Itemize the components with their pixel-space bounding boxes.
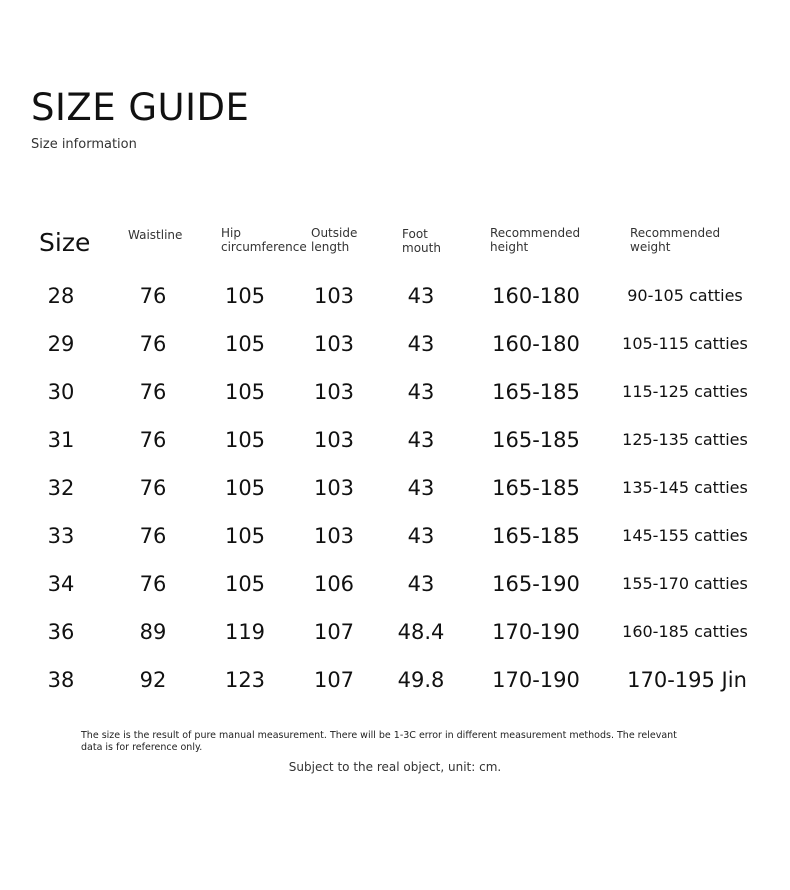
cell-weight: 170-195 Jin <box>627 668 747 692</box>
cell-outside-length: 103 <box>313 428 355 452</box>
page-subtitle: Size information <box>31 137 137 152</box>
measurement-note: The size is the result of pure manual measurement. There will be 1-3C error in different measurement methods. The relevant data is for reference only. <box>81 730 677 753</box>
cell-outside-length: 103 <box>313 524 355 548</box>
cell-waistline: 76 <box>139 380 167 404</box>
cell-waistline: 76 <box>139 524 167 548</box>
cell-size: 36 <box>47 620 75 644</box>
cell-weight: 115-125 catties <box>622 382 748 401</box>
table-row <box>0 332 790 372</box>
cell-height: 160-180 <box>492 284 580 308</box>
header-recommended-weight: Recommended weight <box>630 226 721 254</box>
cell-waistline: 76 <box>139 428 167 452</box>
cell-weight: 135-145 catties <box>622 478 748 497</box>
cell-height: 160-180 <box>492 332 580 356</box>
cell-height: 165-185 <box>492 380 580 404</box>
cell-height: 165-185 <box>492 428 580 452</box>
cell-hip: 105 <box>224 428 266 452</box>
cell-size: 30 <box>47 380 75 404</box>
cell-weight: 105-115 catties <box>622 334 748 353</box>
cell-foot-mouth: 43 <box>407 332 435 356</box>
cell-waistline: 76 <box>139 332 167 356</box>
cell-hip: 105 <box>224 332 266 356</box>
cell-weight: 90-105 catties <box>627 286 743 305</box>
header-size: Size <box>39 228 91 257</box>
cell-hip: 105 <box>224 284 266 308</box>
cell-foot-mouth: 43 <box>407 476 435 500</box>
cell-foot-mouth: 43 <box>407 284 435 308</box>
header-waistline: Waistline <box>128 228 183 242</box>
cell-hip: 123 <box>224 668 266 692</box>
table-row <box>0 620 790 660</box>
cell-size: 38 <box>47 668 75 692</box>
cell-height: 170-190 <box>492 620 580 644</box>
unit-note: Subject to the real object, unit: cm. <box>288 760 502 774</box>
table-row <box>0 668 790 708</box>
cell-hip: 105 <box>224 476 266 500</box>
header-hip-circumference: Hip circumference <box>221 226 307 254</box>
table-row <box>0 428 790 468</box>
cell-size: 29 <box>47 332 75 356</box>
page-title: SIZE GUIDE <box>31 86 250 129</box>
header-outside-length: Outside length <box>311 226 358 254</box>
cell-size: 31 <box>47 428 75 452</box>
cell-height: 165-185 <box>492 524 580 548</box>
cell-hip: 119 <box>224 620 266 644</box>
cell-outside-length: 107 <box>313 620 355 644</box>
cell-foot-mouth: 43 <box>407 524 435 548</box>
table-row <box>0 284 790 324</box>
table-row <box>0 476 790 516</box>
cell-foot-mouth: 48.4 <box>397 620 445 644</box>
cell-hip: 105 <box>224 524 266 548</box>
cell-outside-length: 103 <box>313 476 355 500</box>
header-foot-mouth: Foot mouth <box>402 227 441 255</box>
cell-hip: 105 <box>224 380 266 404</box>
cell-weight: 125-135 catties <box>622 430 748 449</box>
cell-outside-length: 103 <box>313 380 355 404</box>
cell-foot-mouth: 43 <box>407 572 435 596</box>
cell-outside-length: 103 <box>313 284 355 308</box>
cell-hip: 105 <box>224 572 266 596</box>
cell-waistline: 89 <box>139 620 167 644</box>
cell-waistline: 92 <box>139 668 167 692</box>
cell-outside-length: 106 <box>313 572 355 596</box>
cell-height: 170-190 <box>492 668 580 692</box>
cell-size: 33 <box>47 524 75 548</box>
cell-outside-length: 107 <box>313 668 355 692</box>
cell-weight: 145-155 catties <box>622 526 748 545</box>
cell-waistline: 76 <box>139 572 167 596</box>
cell-foot-mouth: 49.8 <box>397 668 445 692</box>
header-recommended-height: Recommended height <box>490 226 581 254</box>
cell-weight: 160-185 catties <box>622 622 748 641</box>
cell-foot-mouth: 43 <box>407 428 435 452</box>
cell-size: 34 <box>47 572 75 596</box>
table-row <box>0 572 790 612</box>
cell-foot-mouth: 43 <box>407 380 435 404</box>
cell-outside-length: 103 <box>313 332 355 356</box>
table-row <box>0 524 790 564</box>
cell-height: 165-190 <box>492 572 580 596</box>
cell-height: 165-185 <box>492 476 580 500</box>
cell-size: 28 <box>47 284 75 308</box>
table-row <box>0 380 790 420</box>
cell-waistline: 76 <box>139 476 167 500</box>
cell-size: 32 <box>47 476 75 500</box>
cell-waistline: 76 <box>139 284 167 308</box>
cell-weight: 155-170 catties <box>622 574 748 593</box>
